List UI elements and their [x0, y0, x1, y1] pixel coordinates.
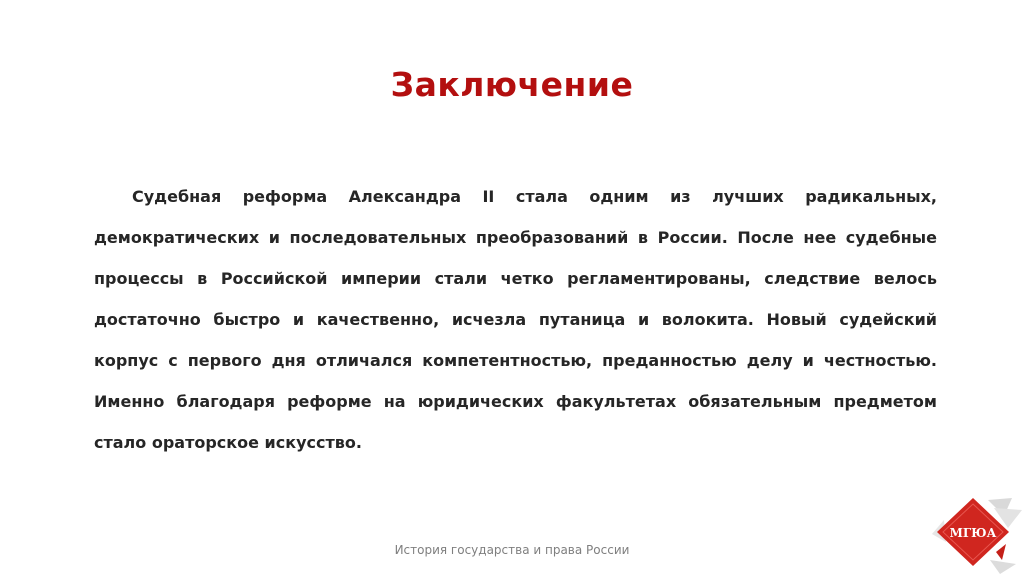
slide-title: Заключение: [390, 65, 634, 104]
slide-footer: История государства и права России: [394, 543, 630, 557]
slide-body-text: Судебная реформа Александра II стала одним из лучших радикальных, демократических и последовательных преобразований в России. После нее судебные процессы в Российской империи стали четко регламентированы, следствие велось достаточно быстро и качественно, исчезла путаница и волокита. Новый судейский корпус с первого дня отличался компетентностью, преданностью делу и честностью. Именно благодаря реформе на юридических факультетах обязательным предметом стало ораторское искусство.: [94, 187, 937, 452]
logo-text: МГЮА: [949, 526, 997, 540]
mgua-logo-icon: [930, 494, 1024, 576]
